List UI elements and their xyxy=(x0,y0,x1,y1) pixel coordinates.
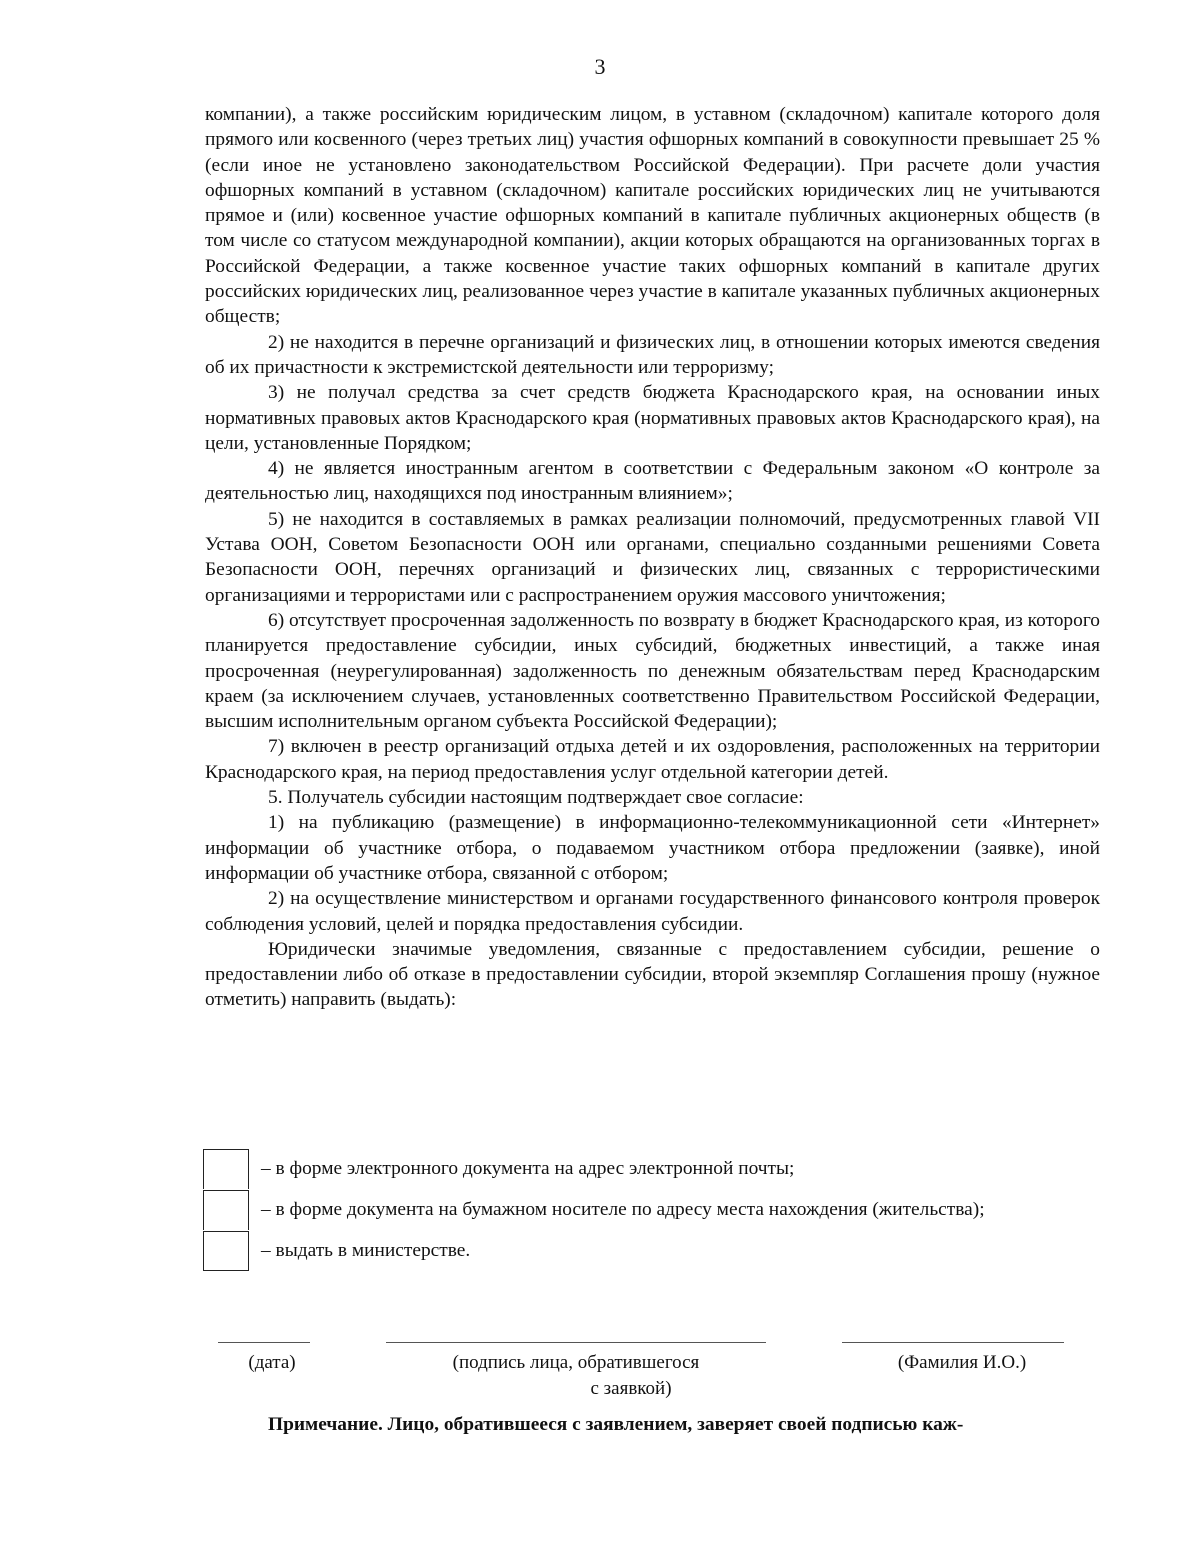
paragraph-item-7: 7) включен в реестр организаций отдыха детей и их оздоровления, расположенных на территории Краснодарского края, на период предоставления услуг отдельной категории детей. xyxy=(205,736,1100,783)
option-label-email: – в форме электронного документа на адрес электронной почты; xyxy=(261,1157,795,1179)
paragraph-item-6: 6) отсутствует просроченная задолженность по возврату в бюджет Краснодарского края, из которого планируется предоставление субсидии, иных субсидий, бюджетных инвестиций, а также иная просроченная (неурегулированная) задолженность по денежным обязательствам перед Краснодарским краем (за исключением случаев, установленных соответственно Правительством Российской Федерации, высшим исполнительным органом субъекта Российской Федерации); xyxy=(205,609,1100,733)
checkbox-email[interactable] xyxy=(203,1149,249,1189)
delivery-options xyxy=(203,1148,1108,1271)
paragraph-item-2: 2) не находится в перечне организаций и физических лиц, в отношении которых имеются сведения об их причастности к экстремистской деятельности или терроризму; xyxy=(205,331,1100,378)
date-label: (дата) xyxy=(248,1352,296,1373)
option-row-paper xyxy=(203,1189,1108,1230)
checkbox-ministry[interactable] xyxy=(203,1231,249,1271)
paragraph-offshore: компании), а также российским юридическим лицом, в уставном (складочном) капитале которого доля прямого или косвенного (через третьих лиц) участия офшорных компаний в совокупности превышает 25 % (если иное не установлено законодательством Российской Федерации). При расчете доли участия офшорных компаний в уставном (складочном) капитале российских юридических лиц не учитываются прямое и (или) косвенное участие офшорных компаний в капитале публичных акционерных обществ (в том числе со статусом международной компании), акции которых обращаются на организованных торгах в Российской Федерации, а также косвенное участие таких офшорных компаний в капитале других российских юридических лиц, реализованное через участие в капитале указанных публичных акционерных обществ; xyxy=(205,104,1100,328)
note-text: Примечание. Лицо, обратившееся с заявлением, заверяет своей подписью каж- xyxy=(268,1414,964,1435)
option-row-email xyxy=(203,1148,1108,1189)
paragraph-consent-2: 2) на осуществление министерством и органами государственного финансового контроля проверок соблюдения условий, целей и порядка предоставления субсидии. xyxy=(205,888,1100,935)
signature-label-line2: с заявкой) xyxy=(590,1378,672,1399)
page-number: 3 xyxy=(594,54,606,79)
paragraph-consent-heading: 5. Получатель субсидии настоящим подтверждает свое согласие: xyxy=(268,787,804,809)
document-body xyxy=(205,102,1100,1013)
paragraph-item-4: 4) не является иностранным агентом в соответствии с Федеральным законом «О контроле за деятельностью лиц, находящихся под иностранным влиянием»; xyxy=(205,458,1100,505)
option-row-ministry xyxy=(203,1230,1108,1271)
name-label: (Фамилия И.О.) xyxy=(897,1352,1027,1373)
paragraph-notifications: Юридически значимые уведомления, связанные с предоставлением субсидии, решение о предоставлении либо об отказе в предоставлении субсидии, второй экземпляр Соглашения прошу (нужное отметить) направить (выдать): xyxy=(205,938,1100,1011)
signature-label xyxy=(396,1350,756,1402)
name-line xyxy=(842,1342,1064,1343)
paragraph-item-3: 3) не получал средства за счет средств бюджета Краснодарского края, на основании иных нормативных правовых актов Краснодарского края (нормативных правовых актов Краснодарского края), на цели, установленные Порядком; xyxy=(205,382,1100,454)
signature-label-line1: (подпись лица, обратившегося xyxy=(452,1352,700,1373)
checkbox-paper[interactable] xyxy=(203,1190,249,1230)
paragraph-consent-1: 1) на публикацию (размещение) в информационно-телекоммуникационной сети «Интернет» информации об участнике отбора, о подаваемом участником отбора предложении (заявке), иной информации об участнике отбора, связанной с отбором; xyxy=(205,812,1100,884)
paragraph-item-5: 5) не находится в составляемых в рамках реализации полномочий, предусмотренных главой VII Устава ООН, Советом Безопасности ООН или органами, специально созданными решениями Совета Безопасности ООН, перечнях организаций и физических лиц, связанных с террористическими организациями и террористами или с распространением оружия массового уничтожения; xyxy=(205,508,1100,606)
date-line xyxy=(218,1342,310,1343)
option-label-ministry: – выдать в министерстве. xyxy=(261,1239,471,1261)
signature-line xyxy=(386,1342,766,1343)
option-label-paper: – в форме документа на бумажном носителе по адресу места нахождения (жительства); xyxy=(261,1198,985,1220)
